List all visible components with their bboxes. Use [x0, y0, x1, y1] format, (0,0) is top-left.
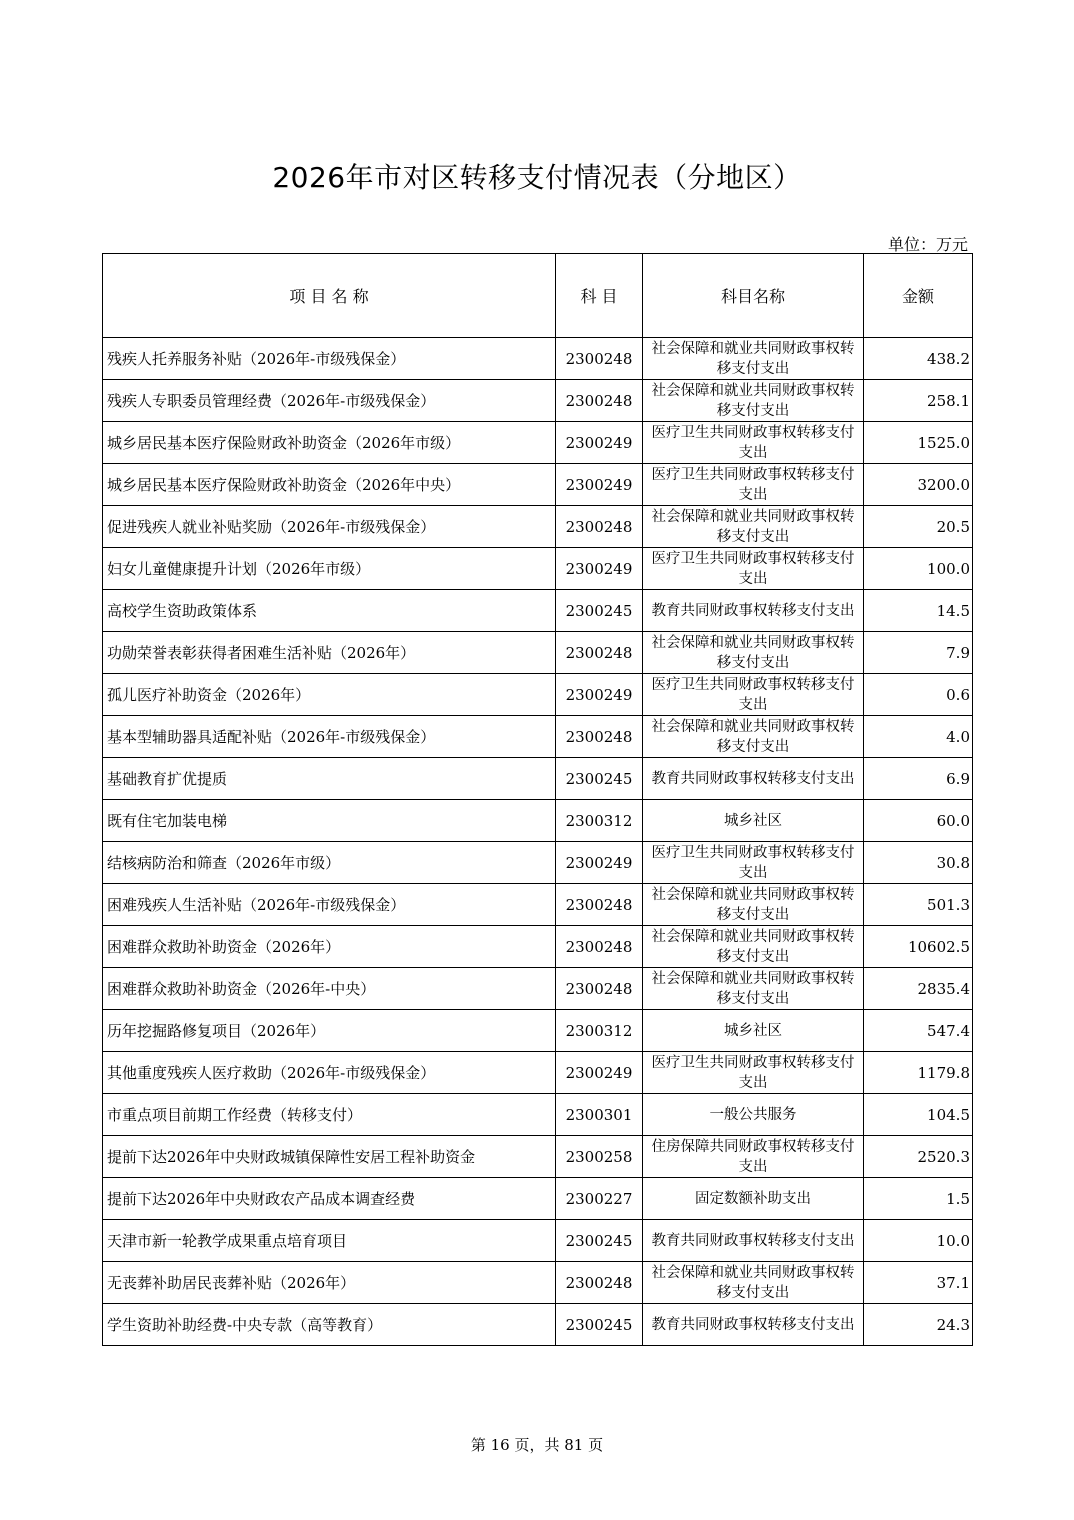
- amount-cell: 37.1: [864, 1262, 973, 1304]
- subject-code-cell: 2300248: [556, 926, 643, 968]
- project-name-cell: 天津市新一轮教学成果重点培育项目: [103, 1220, 556, 1262]
- header-project-name: 项 目 名 称: [103, 254, 556, 338]
- subject-name-cell: 社会保障和就业共同财政事权转移支付支出: [643, 968, 864, 1010]
- amount-cell: 7.9: [864, 632, 973, 674]
- amount-cell: 547.4: [864, 1010, 973, 1052]
- table-row: [103, 842, 973, 884]
- table-row: [103, 548, 973, 590]
- subject-name-cell: 教育共同财政事权转移支付支出: [643, 1304, 864, 1346]
- amount-cell: 30.8: [864, 842, 973, 884]
- amount-cell: 2835.4: [864, 968, 973, 1010]
- project-name-cell: 高校学生资助政策体系: [103, 590, 556, 632]
- amount-cell: 1179.8: [864, 1052, 973, 1094]
- table-row: [103, 590, 973, 632]
- table-header-row: [103, 254, 973, 338]
- table-row: [103, 1220, 973, 1262]
- subject-name-cell: 医疗卫生共同财政事权转移支付支出: [643, 674, 864, 716]
- project-name-cell: 提前下达2026年中央财政城镇保障性安居工程补助资金: [103, 1136, 556, 1178]
- subject-code-cell: 2300249: [556, 464, 643, 506]
- subject-code-cell: 2300248: [556, 632, 643, 674]
- amount-cell: 60.0: [864, 800, 973, 842]
- transfer-payment-table: [102, 253, 973, 1346]
- project-name-cell: 学生资助补助经费-中央专款（高等教育）: [103, 1304, 556, 1346]
- subject-code-cell: 2300248: [556, 1262, 643, 1304]
- subject-name-cell: 社会保障和就业共同财政事权转移支付支出: [643, 506, 864, 548]
- table-row: [103, 968, 973, 1010]
- table-row: [103, 674, 973, 716]
- project-name-cell: 残疾人专职委员管理经费（2026年-市级残保金）: [103, 380, 556, 422]
- subject-code-cell: 2300312: [556, 1010, 643, 1052]
- project-name-cell: 困难残疾人生活补贴（2026年-市级残保金）: [103, 884, 556, 926]
- subject-name-cell: 社会保障和就业共同财政事权转移支付支出: [643, 884, 864, 926]
- subject-name-cell: 城乡社区: [643, 800, 864, 842]
- amount-cell: 10.0: [864, 1220, 973, 1262]
- table-row: [103, 758, 973, 800]
- subject-name-cell: 医疗卫生共同财政事权转移支付支出: [643, 1052, 864, 1094]
- amount-cell: 14.5: [864, 590, 973, 632]
- amount-cell: 10602.5: [864, 926, 973, 968]
- subject-name-cell: 教育共同财政事权转移支付支出: [643, 758, 864, 800]
- subject-name-cell: 教育共同财政事权转移支付支出: [643, 590, 864, 632]
- table-row: [103, 632, 973, 674]
- amount-cell: 438.2: [864, 338, 973, 380]
- subject-name-cell: 固定数额补助支出: [643, 1178, 864, 1220]
- project-name-cell: 历年挖掘路修复项目（2026年）: [103, 1010, 556, 1052]
- subject-code-cell: 2300245: [556, 1220, 643, 1262]
- subject-code-cell: 2300258: [556, 1136, 643, 1178]
- table-row: [103, 1304, 973, 1346]
- subject-code-cell: 2300248: [556, 506, 643, 548]
- project-name-cell: 困难群众救助补助资金（2026年）: [103, 926, 556, 968]
- project-name-cell: 市重点项目前期工作经费（转移支付）: [103, 1094, 556, 1136]
- subject-name-cell: 医疗卫生共同财政事权转移支付支出: [643, 464, 864, 506]
- unit-label: 单位：万元: [887, 235, 968, 254]
- subject-code-cell: 2300245: [556, 1304, 643, 1346]
- project-name-cell: 结核病防治和筛查（2026年市级）: [103, 842, 556, 884]
- subject-name-cell: 社会保障和就业共同财政事权转移支付支出: [643, 380, 864, 422]
- subject-name-cell: 一般公共服务: [643, 1094, 864, 1136]
- amount-cell: 20.5: [864, 506, 973, 548]
- table-row: [103, 1262, 973, 1304]
- subject-code-cell: 2300248: [556, 968, 643, 1010]
- subject-name-cell: 住房保障共同财政事权转移支付支出: [643, 1136, 864, 1178]
- project-name-cell: 孤儿医疗补助资金（2026年）: [103, 674, 556, 716]
- table-row: [103, 1010, 973, 1052]
- amount-cell: 104.5: [864, 1094, 973, 1136]
- project-name-cell: 城乡居民基本医疗保险财政补助资金（2026年中央）: [103, 464, 556, 506]
- subject-code-cell: 2300248: [556, 380, 643, 422]
- table-row: [103, 1178, 973, 1220]
- table-row: [103, 1136, 973, 1178]
- amount-cell: 2520.3: [864, 1136, 973, 1178]
- amount-cell: 1.5: [864, 1178, 973, 1220]
- subject-name-cell: 城乡社区: [643, 1010, 864, 1052]
- subject-name-cell: 医疗卫生共同财政事权转移支付支出: [643, 422, 864, 464]
- subject-name-cell: 社会保障和就业共同财政事权转移支付支出: [643, 632, 864, 674]
- subject-code-cell: 2300249: [556, 1052, 643, 1094]
- subject-name-cell: 社会保障和就业共同财政事权转移支付支出: [643, 926, 864, 968]
- amount-cell: 100.0: [864, 548, 973, 590]
- subject-code-cell: 2300245: [556, 758, 643, 800]
- table-row: [103, 380, 973, 422]
- subject-code-cell: 2300249: [556, 842, 643, 884]
- table-row: [103, 464, 973, 506]
- table-row: [103, 800, 973, 842]
- subject-name-cell: 教育共同财政事权转移支付支出: [643, 1220, 864, 1262]
- project-name-cell: 妇女儿童健康提升计划（2026年市级）: [103, 548, 556, 590]
- table-row: [103, 716, 973, 758]
- project-name-cell: 提前下达2026年中央财政农产品成本调查经费: [103, 1178, 556, 1220]
- subject-name-cell: 医疗卫生共同财政事权转移支付支出: [643, 548, 864, 590]
- subject-code-cell: 2300249: [556, 422, 643, 464]
- project-name-cell: 城乡居民基本医疗保险财政补助资金（2026年市级）: [103, 422, 556, 464]
- subject-code-cell: 2300227: [556, 1178, 643, 1220]
- subject-code-cell: 2300245: [556, 590, 643, 632]
- amount-cell: 6.9: [864, 758, 973, 800]
- table-row: [103, 506, 973, 548]
- table-row: [103, 884, 973, 926]
- table-row: [103, 926, 973, 968]
- subject-code-cell: 2300248: [556, 716, 643, 758]
- subject-name-cell: 社会保障和就业共同财政事权转移支付支出: [643, 338, 864, 380]
- amount-cell: 4.0: [864, 716, 973, 758]
- table-row: [103, 1052, 973, 1094]
- amount-cell: 258.1: [864, 380, 973, 422]
- table-row: [103, 338, 973, 380]
- project-name-cell: 基本型辅助器具适配补贴（2026年-市级残保金）: [103, 716, 556, 758]
- amount-cell: 1525.0: [864, 422, 973, 464]
- project-name-cell: 残疾人托养服务补贴（2026年-市级残保金）: [103, 338, 556, 380]
- amount-cell: 24.3: [864, 1304, 973, 1346]
- page-title: 2026年市对区转移支付情况表（分地区）: [272, 161, 802, 194]
- subject-code-cell: 2300249: [556, 674, 643, 716]
- header-subject-name: 科目名称: [643, 254, 864, 338]
- amount-cell: 3200.0: [864, 464, 973, 506]
- amount-cell: 501.3: [864, 884, 973, 926]
- subject-code-cell: 2300248: [556, 338, 643, 380]
- header-amount: 金额: [864, 254, 973, 338]
- table-row: [103, 1094, 973, 1136]
- project-name-cell: 促进残疾人就业补贴奖励（2026年-市级残保金）: [103, 506, 556, 548]
- project-name-cell: 基础教育扩优提质: [103, 758, 556, 800]
- project-name-cell: 其他重度残疾人医疗救助（2026年-市级残保金）: [103, 1052, 556, 1094]
- subject-name-cell: 社会保障和就业共同财政事权转移支付支出: [643, 716, 864, 758]
- project-name-cell: 困难群众救助补助资金（2026年-中央）: [103, 968, 556, 1010]
- header-subject-code: 科 目: [556, 254, 643, 338]
- subject-code-cell: 2300312: [556, 800, 643, 842]
- subject-name-cell: 社会保障和就业共同财政事权转移支付支出: [643, 1262, 864, 1304]
- project-name-cell: 功勋荣誉表彰获得者困难生活补贴（2026年）: [103, 632, 556, 674]
- subject-code-cell: 2300249: [556, 548, 643, 590]
- amount-cell: 0.6: [864, 674, 973, 716]
- page-footer: 第 16 页，共 81 页: [470, 1436, 604, 1454]
- subject-code-cell: 2300301: [556, 1094, 643, 1136]
- subject-name-cell: 医疗卫生共同财政事权转移支付支出: [643, 842, 864, 884]
- project-name-cell: 无丧葬补助居民丧葬补贴（2026年）: [103, 1262, 556, 1304]
- project-name-cell: 既有住宅加装电梯: [103, 800, 556, 842]
- subject-code-cell: 2300248: [556, 884, 643, 926]
- table-row: [103, 422, 973, 464]
